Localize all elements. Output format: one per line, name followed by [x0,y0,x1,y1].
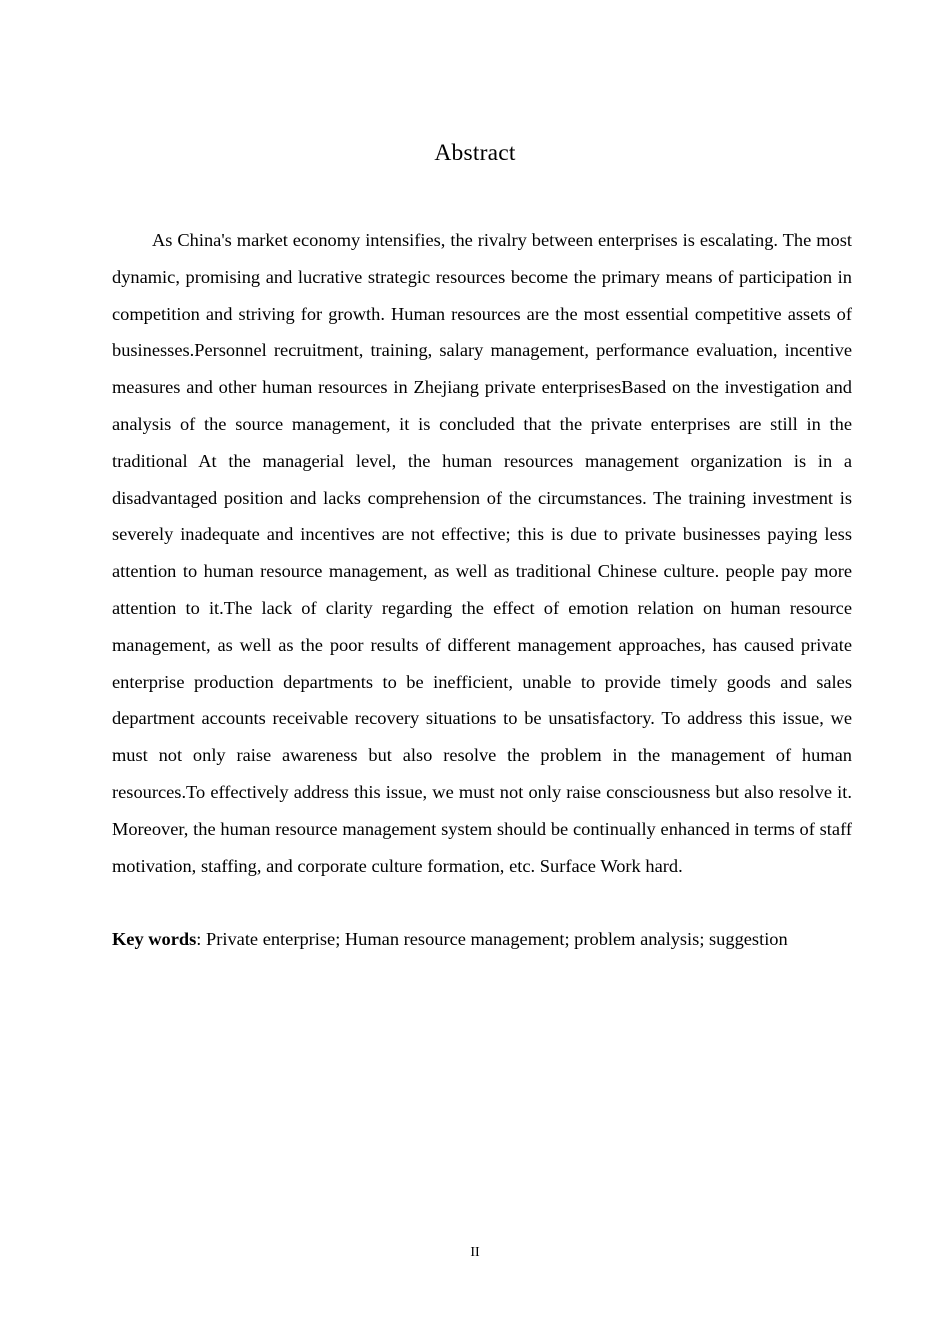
abstract-content [112,222,852,958]
keywords-value: : Private enterprise; Human resource management; problem analysis; suggestion [196,929,788,950]
page-number-footer: II [470,1245,480,1260]
abstract-paragraph: As China's market economy intensifies, the rivalry between enterprises is escalating. The most dynamic, promising and lucrative strategic resources become the primary means of participation in competition and striving for growth. Human resources are the most essential competitive assets of businesses.Personnel recruitment, training, salary management, performance evaluation, incentive measures and other human resources in Zhejiang private enterprisesBased on the investigation and analysis of the source management, it is concluded that the private enterprises are still in the traditional At the managerial level, the human resources management organization is in a disadvantaged position and lacks comprehension of the circumstances. The training investment is severely inadequate and incentives are not effective; this is due to private businesses paying less attention to human resource management, as well as traditional Chinese culture. people pay more attention to it.The lack of clarity regarding the effect of emotion relation on human resource management, as well as the poor results of different management approaches, has caused private enterprise production departments to be inefficient, unable to provide timely goods and sales department accounts receivable recovery situations to be unsatisfactory. To address this issue, we must not only raise awareness but also resolve the problem in the management of human resources.To effectively address this issue, we must not only raise consciousness but also resolve it. Moreover, the human resource management system should be continually enhanced in terms of staff motivation, staffing, and corporate culture formation, etc. Surface Work hard. [112,230,852,876]
keywords-line [112,884,852,958]
keywords-label: Key words [112,929,197,950]
page-title: Abstract [434,139,516,166]
